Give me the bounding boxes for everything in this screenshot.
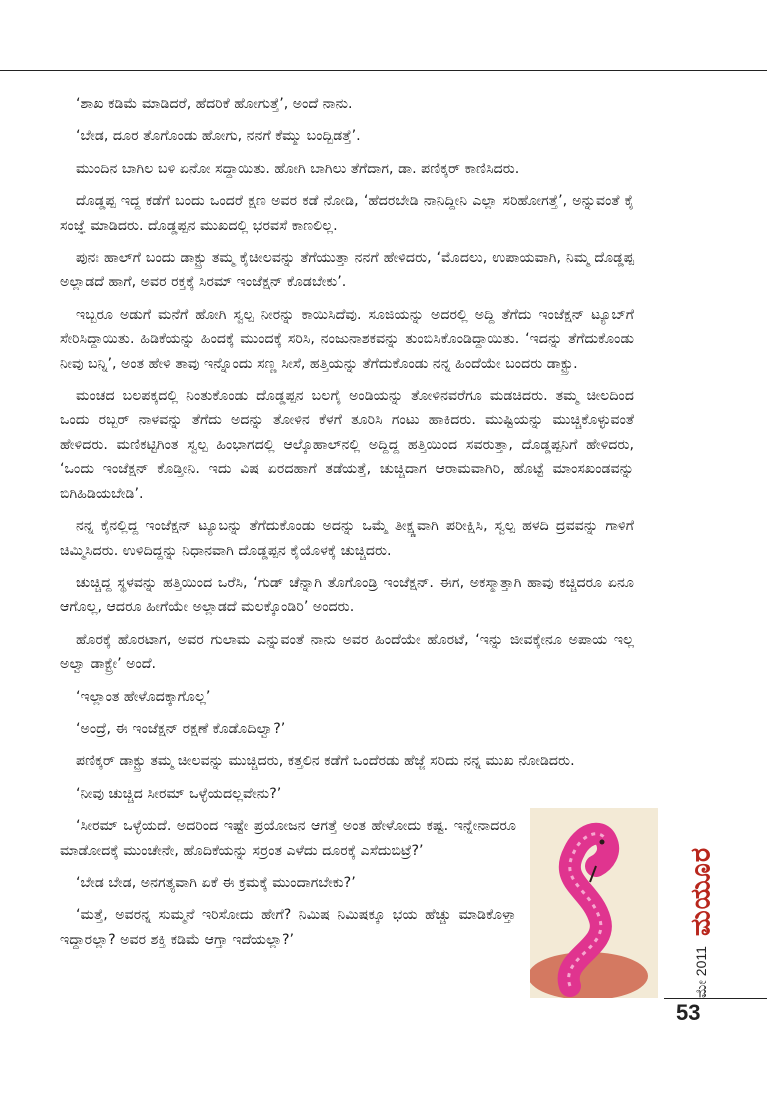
paragraph: ಚುಚ್ಚಿದ್ದ ಸ್ಥಳವನ್ನು ಹತ್ತಿಯಿಂದ ಒರೆಸಿ, ‘ಗುಡ್ ಚೆನ್ನಾಗಿ ತೊಗೊಂಡ್ರಿ ಇಂಜೆಕ್ಷನ್. ಈಗ, ಅಕಸ್ಮಾತ್ತಾಗಿ ಹಾವು ಕಚ್ಚಿದರೂ ಏನೂ ಆಗೊಲ್ಲ, ಆದರೂ ಹೀಗೆಯೇ ಅಲ್ಲಾಡದೆ ಮಲಕ್ಕೊಂಡಿರಿ’ ಅಂದರು.: [60, 574, 634, 616]
bottom-rule: [664, 998, 767, 999]
paragraph: ಇಬ್ಬರೂ ಅಡುಗೆ ಮನೆಗೆ ಹೋಗಿ ಸ್ವಲ್ಪ ನೀರನ್ನು ಕಾಯಿಸಿದೆವು. ಸೂಜಿಯನ್ನು ಅದರಲ್ಲಿ ಅದ್ದಿ ತೆಗೆದು ಇಂಜೆಕ್ಷನ್ ಟ್ಯೂಬ್‌ಗೆ ಸೇರಿಸಿದ್ದಾಯಿತು. ಹಿಡಿಕೆಯನ್ನು ಹಿಂದಕ್ಕೆ ಮುಂದಕ್ಕೆ ಸರಿಸಿ, ನಂಜುನಾಶಕವನ್ನು ತುಂಬಿಸಿಕೊಂಡಿದ್ದಾಯಿತು. ‘ಇದನ್ನು ತೆಗೆದುಕೊಂಡು ನೀವು ಬನ್ನಿ’, ಅಂತ ಹೇಳಿ ತಾವು ಇನ್ನೊಂದು ಸಣ್ಣ ಸೀಸೆ, ಹತ್ತಿಯನ್ನು ತೆಗೆದುಕೊಂಡು ನನ್ನ ಹಿಂದೆಯೇ ಬಂದರು ಡಾಕ್ಟ್ರು.: [60, 306, 634, 372]
paragraph: ‘ನೀವು ಚುಚ್ಚಿದ ಸೀರಮ್ ಒಳ್ಳೆಯದಲ್ಲವೇನು?’: [76, 785, 282, 802]
top-rule: [0, 70, 767, 71]
paragraph: ಮುಂದಿನ ಬಾಗಿಲ ಬಳಿ ಏನೋ ಸದ್ದಾಯಿತು. ಹೋಗಿ ಬಾಗಿಲು ತೆಗೆದಾಗ, ಡಾ. ಪಣಿಕ್ಕರ್ ಕಾಣಿಸಿದರು.: [76, 160, 520, 177]
paragraph: ಮಂಚದ ಬಲಪಕ್ಕದಲ್ಲಿ ನಿಂತುಕೊಂಡು ದೊಡ್ಡಪ್ಪನ ಬಲಗೈ ಅಂಡಿಯನ್ನು ತೋಳಿನವರೆಗೂ ಮಡಚಿದರು. ತಮ್ಮ ಚೀಲದಿಂದ ಒಂದು ರಬ್ಬರ್ ನಾಳವನ್ನು ತೆಗೆದು ಅದನ್ನು ತೋಳಿನ ಕೆಳಗೆ ತೂರಿಸಿ ಗಂಟು ಹಾಕಿದರು. ಮುಷ್ಟಿಯನ್ನು ಮುಚ್ಚಿಕೊಳ್ಳುವಂತೆ ಹೇಳಿದರು. ಮಣಿಕಟ್ಟಿಗಿಂತ ಸ್ವಲ್ಪ ಹಿಂಭಾಗದಲ್ಲಿ ಆಲ್ಕೊಹಾಲ್‌ನಲ್ಲಿ ಅದ್ದಿದ್ದ ಹತ್ತಿಯಿಂದ ಸವರುತ್ತಾ, ದೊಡ್ಡಪ್ಪನಿಗೆ ಹೇಳಿದರು, ‘ಒಂದು ಇಂಜೆಕ್ಷನ್ ಕೊಡ್ತೀನಿ. ಇದು ವಿಷ ಏರದಹಾಗೆ ತಡೆಯತ್ತೆ, ಚುಚ್ಚಿದಾಗ ಆರಾಮವಾಗಿರಿ, ಹೊಟ್ಟೆ ಮಾಂಸಖಂಡವನ್ನು ಬಿಗಿಹಿಡಿಯಬೇಡಿ’.: [60, 388, 634, 502]
paragraph: ದೊಡ್ಡಪ್ಪ ಇದ್ದ ಕಡೆಗೆ ಬಂದು ಒಂದರೆ ಕ್ಷಣ ಅವರ ಕಡೆ ನೋಡಿ, ‘ಹೆದರಬೇಡಿ ನಾನಿದ್ದೀನಿ ಎಲ್ಲಾ ಸರಿಹೋಗತ್ತೆ’, ಅನ್ನುವಂತೆ ಕೈ ಸಂಜ್ಞೆ ಮಾಡಿದರು. ದೊಡ್ಡಪ್ಪನ ಮುಖದಲ್ಲಿ ಭರವಸೆ ಕಾಣಲಿಲ್ಲ.: [60, 193, 634, 234]
paragraph: ನನ್ನ ಕೈನಲ್ಲಿದ್ದ ಇಂಜೆಕ್ಷನ್ ಟ್ಯೂಬನ್ನು ತೆಗೆದುಕೊಂಡು ಅದನ್ನು ಒಮ್ಮೆ ತೀಕ್ಷ್ಣವಾಗಿ ಪರೀಕ್ಷಿಸಿ, ಸ್ವಲ್ಪ ಹಳದಿ ದ್ರವವನ್ನು ಗಾಳಿಗೆ ಚಿಮ್ಮಿಸಿದರು. ಉಳಿದಿದ್ದನ್ನು ನಿಧಾನವಾಗಿ ದೊಡ್ಡಪ್ಪನ ಕೈಯೊಳಕ್ಕೆ ಚುಚ್ಚಿದರು.: [60, 518, 634, 559]
paragraph: ಪಣಿಕ್ಕರ್ ಡಾಕ್ಟ್ರು ತಮ್ಮ ಚೀಲವನ್ನು ಮುಚ್ಚಿದರು, ಕತ್ತಲಿನ ಕಡೆಗೆ ಒಂದೆರಡು ಹೆಜ್ಜೆ ಸರಿದು ನನ್ನ ಮುಖ ನೋಡಿದರು.: [76, 753, 575, 770]
paragraph: ‘ಸೀರಮ್ ಒಳ್ಳೆಯದೆ. ಅದರಿಂದ ಇಷ್ಟೇ ಪ್ರಯೋಜನ ಆಗತ್ತೆ ಅಂತ ಹೇಳೋದು ಕಷ್ಟ. ಇನ್ನೇನಾದರೂ ಮಾಡೋದಕ್ಕೆ ಮುಂಚೇನೇ, ಹೊದಿಕೆಯನ್ನು ಸರ್ರಂತ ಎಳೆದು ದೂರಕ್ಕೆ ಎಸೆದುಬಿಟ್ರೆ?’: [60, 818, 516, 859]
paragraph: ‘ಅಂದ್ರೆ, ಈ ಇಂಜೆಕ್ಷನ್ ರಕ್ಷಣೆ ಕೊಡೊದಿಲ್ವಾ?’: [76, 720, 286, 737]
issue-date: ಮೇ 2011: [693, 946, 709, 998]
paragraph: ‘ಬೇಡ ಬೇಡ, ಅನಗತ್ಯವಾಗಿ ಏಕೆ ಈ ಕ್ರಮಕ್ಕೆ ಮುಂದಾಗಬೇಕು?’: [76, 874, 356, 891]
paragraph: ‘ಬೇಡ, ದೂರ ತೊಗೊಂಡು ಹೋಗು, ನನಗೆ ಕೆಮ್ಮು ಬಂದ್ಬಿಡತ್ತೆ’.: [76, 128, 361, 145]
snake-illustration: [530, 808, 658, 998]
paragraph: ಹೊರಕ್ಕೆ ಹೊರಟಾಗ, ಅವರ ಗುಲಾಮ ಎನ್ನುವಂತೆ ನಾನು ಅವರ ಹಿಂದೆಯೇ ಹೊರಟೆ, ‘ಇನ್ನು ಜೀವಕ್ಕೇನೂ ಅಪಾಯ ಇಲ್ಲ ಅಲ್ವಾ ಡಾಕ್ಟ್ರೇ’ ಅಂದೆ.: [60, 631, 634, 673]
magazine-title: ಮಯೂರ: [685, 846, 717, 937]
paragraph: ಪುನಃ ಹಾಲ್‌ಗೆ ಬಂದು ಡಾಕ್ಟ್ರು ತಮ್ಮ ಕೈಚೀಲವನ್ನು ತೆಗೆಯುತ್ತಾ ನನಗೆ ಹೇಳಿದರು, ‘ಮೊದಲು, ಉಪಾಯವಾಗಿ, ನಿಮ್ಮ ದೊಡ್ಡಪ್ಪ ಅಲ್ಲಾಡದೆ ಹಾಗೆ, ಅವರ ರಕ್ತಕ್ಕೆ ಸಿರಮ್ ಇಂಜೆಕ್ಷನ್ ಕೊಡಬೇಕು’.: [60, 250, 634, 291]
paragraph: ‘ಇಲ್ಲಾಂತ ಹೇಳೊದಕ್ಕಾಗೊಲ್ಲ’: [76, 688, 211, 705]
masthead-vertical: [685, 808, 717, 998]
paragraph: ‘ಮತ್ತೆ, ಅವರನ್ನ ಸುಮ್ಮನೆ ಇರಿಸೋದು ಹೇಗೆ? ನಿಮಿಷ ನಿಮಿಷಕ್ಕೂ ಭಯ ಹೆಚ್ಚು ಮಾಡಿಕೊಳ್ತಾ ಇದ್ದಾರಲ್ಲಾ? ಅವರ ಶಕ್ತಿ ಕಡಿಮೆ ಆಗ್ತಾ ಇದೆಯಲ್ಲಾ?’: [60, 907, 516, 948]
page-number: 53: [676, 1000, 701, 1025]
paragraph: ‘ಶಾಖ ಕಡಿಮೆ ಮಾಡಿದರೆ, ಹೆದರಿಕೆ ಹೋಗುತ್ತೆ’, ಅಂದೆ ನಾನು.: [76, 96, 353, 112]
snake-eye: [600, 840, 605, 845]
masthead: [664, 808, 717, 998]
